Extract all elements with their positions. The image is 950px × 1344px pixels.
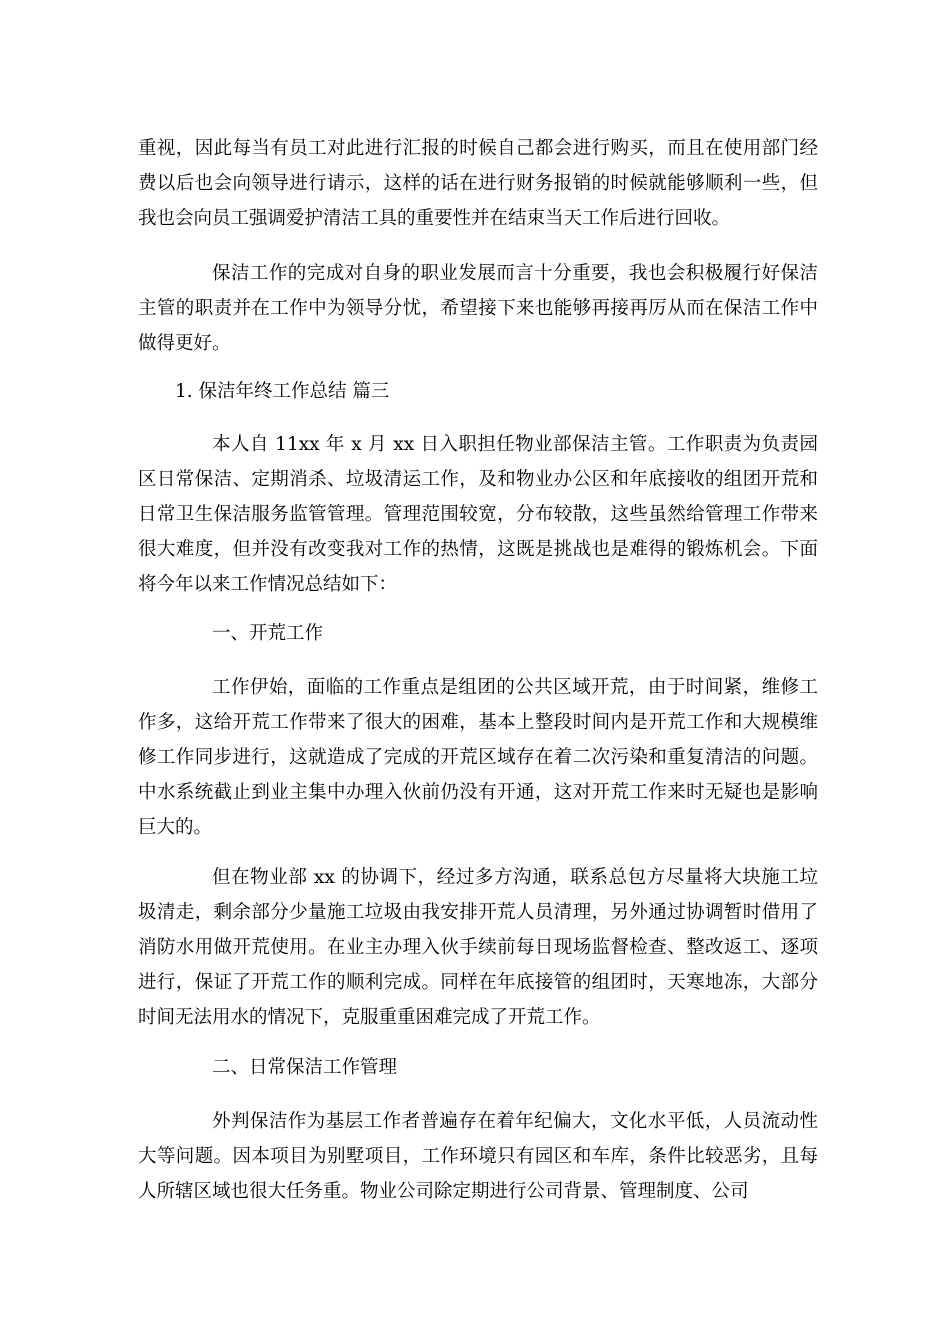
paragraph-3: 本人自 11xx 年 x 月 xx 日入职担任物业部保洁主管。工作职责为负责园区日常保洁、定期消杀、垃圾清运工作，及和物业办公区和年底接收的组团开荒和日常卫生保洁服务监管管理。管理范围较宽，分布较散，这些虽然给管理工作带来很大难度，但并没有改变我对工作的热情，这既是挑战也是难得的锻炼机会。下面将今年以来工作情况总结如下： bbox=[138, 434, 818, 595]
paragraph-5: 但在物业部 xx 的协调下，经过多方沟通，联系总包方尽量将大块施工垃圾清走，剩余部分少量施工垃圾由我安排开荒人员清理，另外通过协调暂时借用了消防水用做开荒使用。在业主办理入伙手续前每日现场监督检查、整改返工、逐项进行，保证了开荒工作的顺利完成。同样在年底接管的组团时，天寒地冻，大部分时间无法用水的情况下，克服重重困难完成了开荒工作。 bbox=[138, 867, 818, 1028]
subheading-opening-work: 一、开荒工作 bbox=[212, 623, 324, 644]
subheading-daily-cleaning: 二、日常保洁工作管理 bbox=[212, 1057, 398, 1078]
paragraph-1: 重视，因此每当有员工对此进行汇报的时候自己都会进行购买，而且在使用部门经费以后也会向领导进行请示，这样的话在进行财务报销的时候就能够顺利一些，但我也会向员工强调爱护清洁工具的重要性并在结束当天工作后进行回收。 bbox=[138, 138, 818, 229]
paragraph-6: 外判保洁作为基层工作者普遍存在着年纪偏大，文化水平低，人员流动性大等问题。因本项目为别墅项目，工作环境只有园区和车库，条件比较恶劣，且每人所辖区域也很大任务重。物业公司除定期进行公司背景、管理制度、公司 bbox=[138, 1111, 818, 1202]
section-heading-part-3: 1. 保洁年终工作总结 篇三 bbox=[175, 381, 390, 402]
paragraph-4: 工作伊始，面临的工作重点是组团的公共区域开荒，由于时间紧，维修工作多，这给开荒工作带来了很大的困难，基本上整段时间内是开荒工作和大规模维修工作同步进行，这就造成了完成的开荒区域存在着二次污染和重复清洁的问题。中水系统截止到业主集中办理入伙前仍没有开通，这对开荒工作来时无疑也是影响巨大的。 bbox=[138, 677, 818, 838]
paragraph-2: 保洁工作的完成对自身的职业发展而言十分重要，我也会积极履行好保洁主管的职责并在工作中为领导分忧，希望接下来也能够再接再厉从而在保洁工作中做得更好。 bbox=[138, 263, 818, 354]
